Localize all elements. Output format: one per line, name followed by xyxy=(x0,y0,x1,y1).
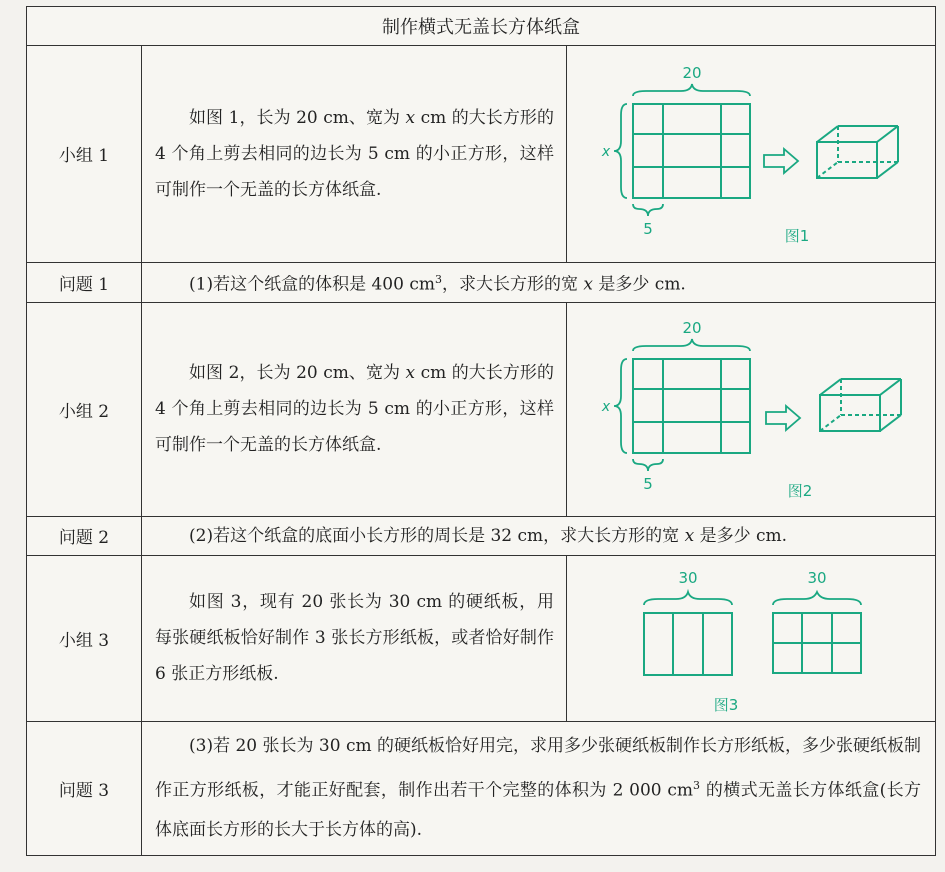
figure-1-top-label: 20 xyxy=(682,64,702,82)
figure-2-net xyxy=(633,359,750,453)
figure-3-cell xyxy=(566,555,935,721)
table-title: 制作横式无盖长方体纸盒 xyxy=(382,17,580,38)
figure-2-caption: 图2 xyxy=(787,482,813,500)
figure-3-caption: 图3 xyxy=(713,696,739,714)
figure-3-right-top-label: 30 xyxy=(807,569,827,587)
question-2-text: (2)若这个纸盒的底面小长方形的周长是 32 cm，求大长方形的宽 x 是多少 cm. xyxy=(189,525,788,546)
figure-2-top-label: 20 xyxy=(682,319,702,337)
figure-2-cell xyxy=(566,302,935,516)
figure-1-left-label: x xyxy=(601,144,611,160)
brace-icon xyxy=(633,339,750,351)
brace-icon xyxy=(614,104,627,198)
figure-2-bottom-label: 5 xyxy=(643,475,653,493)
question-3-cell xyxy=(141,721,935,855)
arrow-right-icon xyxy=(766,406,800,430)
row-label-question-1: 问题 1 xyxy=(58,274,110,295)
brace-icon xyxy=(633,204,663,216)
row-label-group-2: 小组 2 xyxy=(58,401,110,422)
group-1-text-cell xyxy=(141,45,566,262)
figure-2 xyxy=(566,302,935,516)
group-2-text: 如图 2，长为 20 cm、宽为 x cm 的大长方形的 4 个角上剪去相同的边长为 5 cm 的小正方形，这样可制作一个无盖的长方体纸盒. xyxy=(155,363,554,455)
question-1-text: (1)若这个纸盒的体积是 400 $cm^3$，求大长方形的宽 x 是多少 cm. xyxy=(189,272,686,295)
row-label-question-2: 问题 2 xyxy=(58,528,110,548)
row-label-group-3: 小组 3 xyxy=(58,630,110,651)
box-icon xyxy=(820,379,901,431)
figure-1-net xyxy=(633,104,750,198)
group-2-text-cell xyxy=(141,302,566,516)
figure-1-cell xyxy=(566,45,935,262)
figure-1-bottom-label: 5 xyxy=(643,220,653,238)
brace-icon xyxy=(633,459,663,471)
figure-3 xyxy=(566,555,935,721)
brace-icon xyxy=(644,592,732,605)
group-3-text-cell xyxy=(141,555,566,721)
figure-3-squares xyxy=(773,613,861,673)
group-3-text: 如图 3，现有 20 张长为 30 cm 的硬纸板，用每张硬纸板恰好制作 3 张长方形纸板，或者恰好制作 6 张正方形纸板. xyxy=(155,592,554,684)
arrow-right-icon xyxy=(764,149,798,173)
problem-table xyxy=(26,6,936,856)
figure-1-caption: 图1 xyxy=(784,227,810,245)
figure-3-left-top-label: 30 xyxy=(678,569,698,587)
brace-icon xyxy=(614,359,627,453)
figure-2-left-label: x xyxy=(601,399,611,415)
question-2-cell xyxy=(141,516,935,555)
box-icon xyxy=(817,126,898,178)
question-3-text: (3)若 20 张长为 30 cm 的硬纸板恰好用完，求用多少张硬纸板制作长方形纸板，多少张硬纸板制作正方形纸板，才能正好配套，制作出若干个完整的体积为 2 000 $cm^3$ 的横式无盖长方体纸盒(长方体底面长方形的长大于长方体的高). xyxy=(155,735,922,841)
figure-3-rectangles xyxy=(644,613,732,675)
brace-icon xyxy=(633,84,750,96)
row-label-question-3: 问题 3 xyxy=(58,780,110,801)
brace-icon xyxy=(773,592,861,605)
row-label-group-1: 小组 1 xyxy=(58,146,110,166)
question-1-cell xyxy=(141,262,935,302)
group-1-text: 如图 1，长为 20 cm、宽为 x cm 的大长方形的 4 个角上剪去相同的边长为 5 cm 的小正方形，这样可制作一个无盖的长方体纸盒. xyxy=(155,107,554,200)
figure-1 xyxy=(566,45,935,262)
